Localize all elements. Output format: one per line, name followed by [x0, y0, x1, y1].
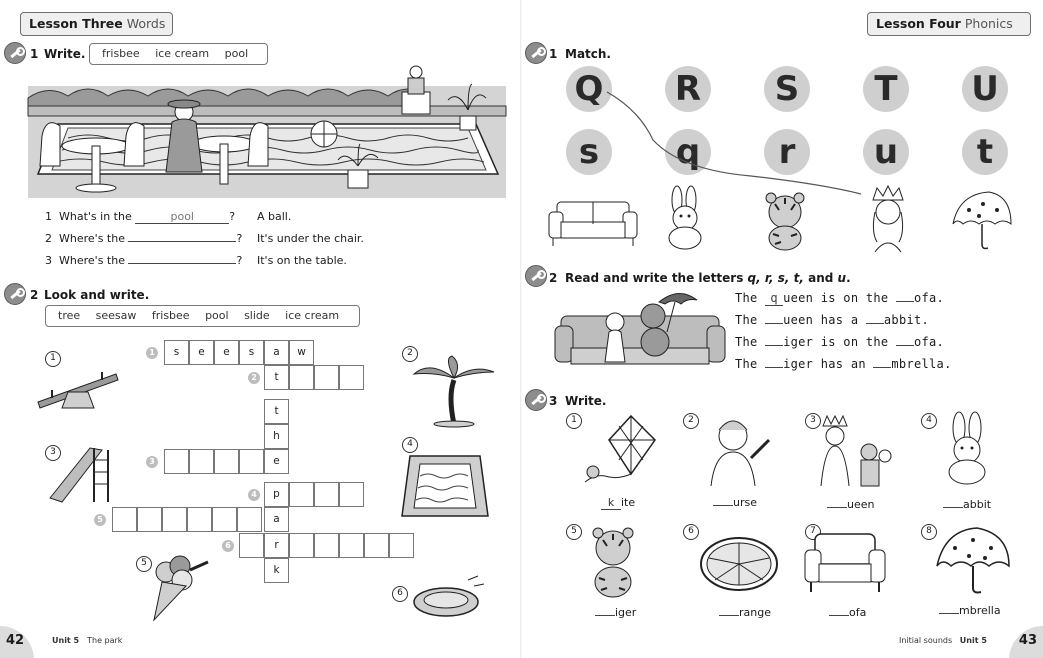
orange-picture: [697, 534, 781, 594]
reply-1: A ball.: [257, 210, 292, 223]
footer-text: Unit 5 The park: [52, 636, 123, 645]
picture-number: 1: [45, 351, 61, 367]
answer-blank-3[interactable]: [128, 263, 236, 264]
queen-tiger-sofa-picture: [555, 292, 725, 374]
letter-blank[interactable]: [896, 345, 914, 346]
ice-cream-picture: [148, 556, 212, 622]
rabbit-picture: [657, 190, 713, 250]
crossword-cell[interactable]: [112, 507, 137, 532]
clue-number: 4: [248, 489, 260, 501]
crossword-cell[interactable]: s: [239, 340, 264, 365]
uppercase-letter[interactable]: S: [764, 66, 810, 112]
clue-number: 3: [146, 456, 158, 468]
crossword-cell[interactable]: [339, 365, 364, 390]
letter-blank[interactable]: [765, 323, 783, 324]
uppercase-letter[interactable]: U: [962, 66, 1008, 112]
word-bank-item: slide: [244, 309, 270, 322]
crossword-cell[interactable]: [314, 482, 339, 507]
sentence-line-4: The iger has an mbrella.: [735, 357, 952, 371]
letter-blank[interactable]: [713, 505, 733, 506]
pool-picture: [400, 452, 490, 518]
uppercase-letter[interactable]: R: [665, 66, 711, 112]
word-bank-item: pool: [205, 309, 229, 322]
letter-blank[interactable]: [939, 613, 959, 614]
sofa-picture: [803, 530, 887, 594]
queen-picture: [865, 186, 911, 252]
crossword-cell[interactable]: [289, 482, 314, 507]
sentence-line-1: The q ueen is on the ofa.: [735, 291, 945, 305]
crossword-cell[interactable]: [389, 533, 414, 558]
crossword-cell[interactable]: [289, 533, 314, 558]
word-label: abbit: [943, 498, 991, 511]
crossword-cell[interactable]: [237, 507, 262, 532]
crossword-cell[interactable]: p: [264, 482, 289, 507]
page-number: 42: [0, 626, 34, 658]
lesson-title: Lesson Three: [29, 16, 123, 31]
nurse-picture: [701, 414, 771, 488]
question-1: 1 What's in the pool ?: [45, 210, 236, 223]
picture-number: 5: [136, 556, 152, 572]
reply-2: It's under the chair.: [257, 232, 364, 245]
reply-3: It's on the table.: [257, 254, 347, 267]
crossword-cell[interactable]: [162, 507, 187, 532]
crossword-cell[interactable]: t: [264, 399, 289, 424]
crossword-cell[interactable]: h: [264, 424, 289, 449]
lesson-three-tab: [20, 12, 173, 36]
crossword-cell[interactable]: [314, 365, 339, 390]
answer-blank-2[interactable]: [128, 241, 236, 242]
picture-number: 3: [45, 445, 61, 461]
crossword-cell[interactable]: e: [264, 449, 289, 474]
letter-blank[interactable]: [765, 345, 783, 346]
picture-number: 1: [566, 413, 582, 429]
lesson-title: Lesson Four: [876, 16, 961, 31]
rabbit-picture: [939, 414, 995, 486]
exercise-title: Read and write the letters q, r, s, t, and u.: [565, 271, 851, 285]
word-bank: [45, 305, 360, 327]
letter-blank[interactable]: [765, 367, 783, 368]
key-icon: [4, 42, 26, 64]
key-icon: [4, 283, 26, 305]
letter-blank[interactable]: [896, 301, 914, 302]
crossword-cell[interactable]: e: [214, 340, 239, 365]
answer-blank-1[interactable]: pool: [135, 211, 229, 224]
crossword-cell[interactable]: [187, 507, 212, 532]
umbrella-picture: [949, 190, 1015, 250]
clue-number: 2: [248, 372, 260, 384]
exercise-number: 2: [549, 271, 558, 285]
clue-number: 6: [222, 540, 234, 552]
clue-number: 1: [146, 347, 158, 359]
lesson-subtitle: Phonics: [964, 16, 1013, 31]
key-icon: [525, 389, 547, 411]
pool-scene-illustration: [28, 66, 506, 198]
tiger-picture: [583, 524, 643, 600]
letter-blank[interactable]: [829, 615, 849, 616]
crossword-cell[interactable]: r: [264, 533, 289, 558]
lowercase-letter[interactable]: t: [962, 129, 1008, 175]
crossword-cell[interactable]: a: [264, 507, 289, 532]
exercise-title: Look and write.: [44, 288, 150, 302]
umbrella-picture: [933, 526, 1013, 596]
crossword-cell[interactable]: [239, 449, 264, 474]
word-bank-item: frisbee: [151, 309, 190, 322]
exercise-number: 1: [30, 47, 39, 61]
exercise-number: 3: [549, 394, 558, 408]
word-bank-item: ice cream: [155, 47, 210, 60]
word-label: ueen: [827, 498, 874, 511]
key-icon: [525, 265, 547, 287]
seesaw-picture: [38, 370, 118, 410]
word-label: k ite: [601, 496, 635, 510]
letter-blank[interactable]: q: [765, 291, 783, 306]
word-bank-item: pool: [224, 47, 249, 60]
crossword-cell[interactable]: [339, 533, 364, 558]
crossword-cell[interactable]: [364, 533, 389, 558]
sentence-line-3: The iger is on the ofa.: [735, 335, 945, 349]
exercise-title: Write.: [44, 47, 86, 61]
question-2: 2 Where's the ?: [45, 232, 243, 245]
slide-picture: [44, 440, 116, 504]
sofa-picture: [547, 194, 639, 248]
picture-number: 8: [921, 524, 937, 540]
crossword-cell[interactable]: k: [264, 558, 289, 583]
lesson-subtitle: Words: [126, 16, 166, 31]
word-bank-item: ice cream: [285, 309, 340, 322]
picture-number: 7: [805, 524, 821, 540]
letter-blank[interactable]: [595, 615, 615, 616]
crossword-cell[interactable]: [164, 449, 189, 474]
picture-number: 2: [402, 346, 418, 362]
exercise-title: Write.: [565, 394, 607, 408]
picture-number: 5: [566, 524, 582, 540]
word-label: range: [719, 606, 771, 619]
word-bank-item: seesaw: [95, 309, 137, 322]
crossword-cell[interactable]: [137, 507, 162, 532]
crossword-cell[interactable]: t: [264, 365, 289, 390]
question-3: 3 Where's the ?: [45, 254, 243, 267]
footer-text: Initial sounds Unit 5: [899, 636, 987, 645]
crossword-cell[interactable]: [339, 482, 364, 507]
frisbee-picture: [408, 574, 486, 622]
picture-number: 3: [805, 413, 821, 429]
clue-number: 5: [94, 514, 106, 526]
picture-number: 2: [683, 413, 699, 429]
lowercase-letter[interactable]: q: [665, 129, 711, 175]
kite-picture: [573, 414, 659, 488]
lowercase-letter[interactable]: s: [566, 129, 612, 175]
lowercase-letter[interactable]: r: [764, 129, 810, 175]
page-42: [0, 0, 521, 658]
word-bank: [89, 43, 268, 65]
picture-number: 6: [392, 586, 408, 602]
uppercase-letter[interactable]: T: [863, 66, 909, 112]
crossword-cell[interactable]: [289, 365, 314, 390]
picture-number: 6: [683, 524, 699, 540]
crossword-cell[interactable]: [239, 533, 264, 558]
word-label: iger: [595, 606, 636, 619]
crossword-cell[interactable]: [189, 449, 214, 474]
letter-blank[interactable]: [866, 323, 884, 324]
crossword-cell[interactable]: s: [164, 340, 189, 365]
letter-blank[interactable]: [827, 507, 847, 508]
tiger-picture: [757, 190, 813, 252]
lowercase-letter[interactable]: u: [863, 129, 909, 175]
page-43: [521, 0, 1043, 658]
crossword-cell[interactable]: [214, 449, 239, 474]
letter-blank[interactable]: [719, 615, 739, 616]
exercise-number: 1: [549, 47, 558, 61]
sentence-line-2: The ueen has a abbit.: [735, 313, 930, 327]
crossword-cell[interactable]: [314, 533, 339, 558]
word-label: mbrella: [939, 604, 1001, 617]
letter-blank[interactable]: [943, 507, 963, 508]
crossword-cell[interactable]: [212, 507, 237, 532]
letter-blank[interactable]: [873, 367, 891, 368]
exercise-number: 2: [30, 288, 39, 302]
page-number: 43: [1009, 626, 1043, 658]
picture-number: 4: [402, 437, 418, 453]
queen-scene-picture: [803, 416, 893, 488]
letter-blank[interactable]: k: [601, 496, 621, 510]
word-label: ofa: [829, 606, 866, 619]
word-bank-item: frisbee: [102, 47, 140, 60]
crossword-cell[interactable]: e: [189, 340, 214, 365]
word-label: urse: [713, 496, 757, 509]
crossword-cell[interactable]: w: [289, 340, 314, 365]
exercise-title: Match.: [565, 47, 611, 61]
tree-picture: [410, 356, 496, 426]
crossword-cell[interactable]: a: [264, 340, 289, 365]
uppercase-letter[interactable]: Q: [566, 66, 612, 112]
picture-number: 4: [921, 413, 937, 429]
word-bank-item: tree: [58, 309, 81, 322]
